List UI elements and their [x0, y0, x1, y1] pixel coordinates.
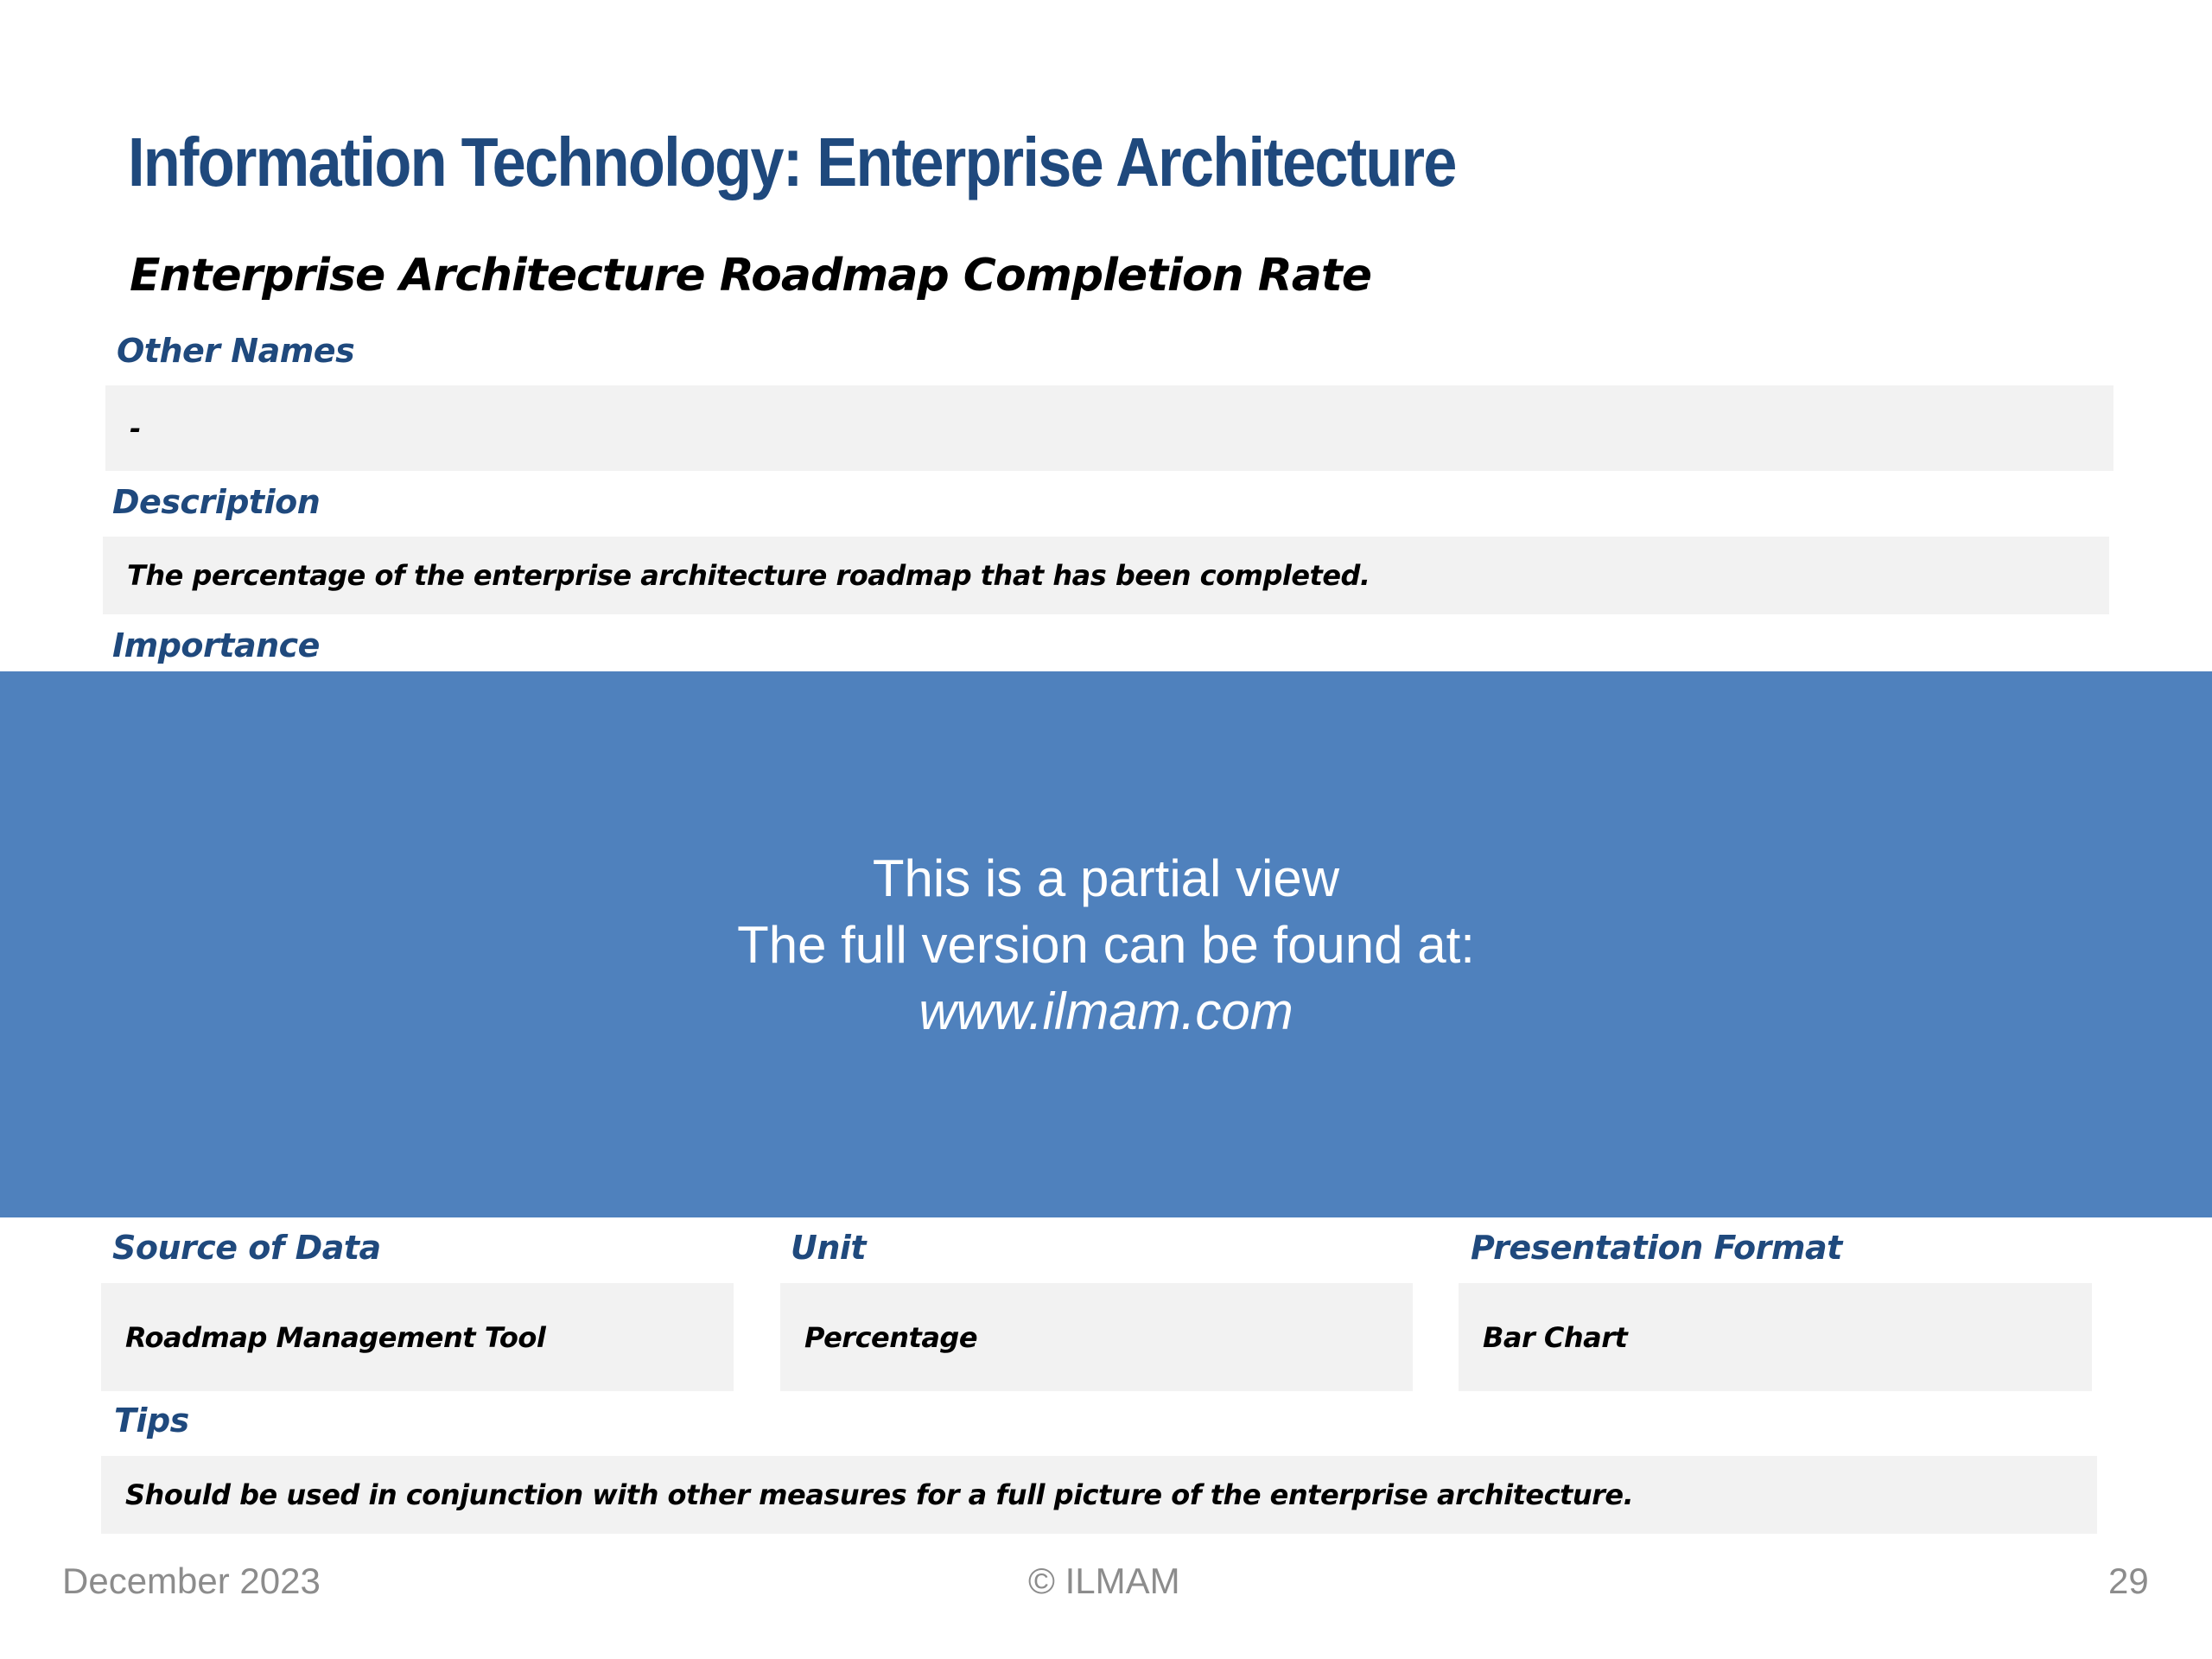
unit-value: Percentage [804, 1320, 978, 1354]
description-box [103, 537, 2109, 614]
partial-view-banner [0, 671, 2212, 1217]
source-of-data-label: Source of Data [112, 1229, 381, 1267]
other-names-value: - [130, 411, 141, 445]
full-version-notice: The full version can be found at: [737, 915, 1475, 974]
footer-date: December 2023 [62, 1560, 321, 1601]
page-number: 29 [2108, 1560, 2149, 1601]
importance-label: Importance [112, 626, 320, 664]
unit-box [780, 1283, 1413, 1391]
kpi-name: Enterprise Architecture Roadmap Completion Rate [130, 250, 1371, 302]
website-link[interactable]: www.ilmam.com [918, 982, 1294, 1040]
presentation-format-value: Bar Chart [1483, 1320, 1628, 1354]
tips-value: Should be used in conjunction with other measures for a full picture of the enterprise architecture. [125, 1478, 1634, 1511]
description-label: Description [112, 483, 321, 521]
description-value: The percentage of the enterprise architecture roadmap that has been completed. [127, 559, 1370, 592]
unit-label: Unit [791, 1229, 867, 1267]
presentation-format-box [1459, 1283, 2092, 1391]
tips-label: Tips [114, 1402, 189, 1440]
footer-copyright: © ILMAM [1028, 1560, 1180, 1601]
presentation-format-label: Presentation Format [1471, 1229, 1842, 1267]
source-of-data-value: Roadmap Management Tool [125, 1320, 546, 1354]
source-of-data-box [101, 1283, 734, 1391]
other-names-label: Other Names [117, 332, 355, 370]
partial-view-notice: This is a partial view [872, 849, 1340, 907]
page-title: Information Technology: Enterprise Architecture [128, 124, 1456, 200]
tips-box [101, 1456, 2097, 1534]
other-names-box [105, 385, 2113, 471]
